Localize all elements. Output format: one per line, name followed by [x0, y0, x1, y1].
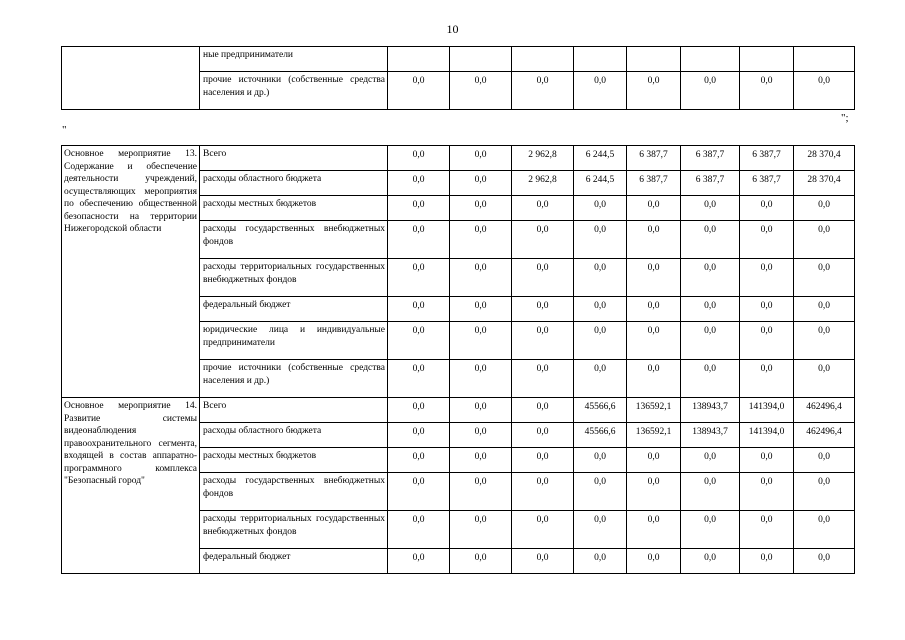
value-cell: 0,0 — [794, 360, 855, 398]
value-cell: 0,0 — [574, 259, 627, 297]
row-label: юридические лица и индивидуальные предприниматели — [200, 322, 388, 360]
value-cell: 0,0 — [450, 473, 512, 511]
value-cell — [388, 47, 450, 72]
value-cell: 0,0 — [388, 259, 450, 297]
value-cell: 136592,1 — [627, 423, 681, 448]
row-label: расходы местных бюджетов — [200, 196, 388, 221]
row-label: расходы местных бюджетов — [200, 448, 388, 473]
value-cell: 462496,4 — [794, 423, 855, 448]
value-cell: 0,0 — [681, 473, 740, 511]
value-cell: 45566,6 — [574, 398, 627, 423]
value-cell: 0,0 — [574, 297, 627, 322]
value-cell: 0,0 — [388, 72, 450, 110]
value-cell: 0,0 — [740, 221, 794, 259]
value-cell: 0,0 — [681, 259, 740, 297]
value-cell: 2 962,8 — [512, 171, 574, 196]
value-cell: 0,0 — [681, 448, 740, 473]
value-cell: 0,0 — [627, 511, 681, 549]
value-cell: 6 387,7 — [740, 171, 794, 196]
page-number: 10 — [446, 22, 459, 36]
value-cell: 0,0 — [512, 448, 574, 473]
value-cell: 0,0 — [388, 448, 450, 473]
value-cell: 0,0 — [450, 196, 512, 221]
value-cell: 0,0 — [388, 221, 450, 259]
value-cell — [450, 47, 512, 72]
value-cell: 141394,0 — [740, 398, 794, 423]
value-cell: 6 387,7 — [740, 146, 794, 171]
value-cell: 0,0 — [512, 221, 574, 259]
value-cell: 0,0 — [512, 511, 574, 549]
value-cell: 0,0 — [627, 221, 681, 259]
value-cell: 0,0 — [740, 322, 794, 360]
value-cell: 0,0 — [512, 549, 574, 574]
value-cell: 0,0 — [794, 473, 855, 511]
value-cell: 0,0 — [740, 448, 794, 473]
value-cell: 0,0 — [794, 322, 855, 360]
value-cell: 0,0 — [388, 423, 450, 448]
row-label: Всего — [200, 398, 388, 423]
value-cell: 0,0 — [388, 398, 450, 423]
value-cell: 0,0 — [512, 196, 574, 221]
value-cell: 0,0 — [450, 259, 512, 297]
value-cell: 0,0 — [740, 473, 794, 511]
value-cell: 0,0 — [450, 423, 512, 448]
value-cell: 0,0 — [740, 196, 794, 221]
value-cell: 0,0 — [450, 72, 512, 110]
row-label: федеральный бюджет — [200, 549, 388, 574]
value-cell — [627, 47, 681, 72]
value-cell: 138943,7 — [681, 398, 740, 423]
value-cell: 0,0 — [450, 549, 512, 574]
value-cell: 0,0 — [388, 322, 450, 360]
value-cell: 6 387,7 — [681, 146, 740, 171]
value-cell: 0,0 — [450, 511, 512, 549]
value-cell: 136592,1 — [627, 398, 681, 423]
value-cell: 0,0 — [450, 360, 512, 398]
value-cell: 0,0 — [794, 259, 855, 297]
value-cell: 0,0 — [794, 72, 855, 110]
value-cell: 0,0 — [681, 360, 740, 398]
row-label: прочие источники (собственные средства населения и др.) — [200, 360, 388, 398]
budget-table-main — [61, 145, 855, 574]
value-cell: 0,0 — [388, 297, 450, 322]
value-cell: 6 244,5 — [574, 171, 627, 196]
value-cell: 6 387,7 — [627, 171, 681, 196]
row-label: Всего — [200, 146, 388, 171]
value-cell: 0,0 — [450, 221, 512, 259]
value-cell: 0,0 — [627, 322, 681, 360]
value-cell: 0,0 — [627, 549, 681, 574]
value-cell: 0,0 — [388, 473, 450, 511]
value-cell: 0,0 — [681, 549, 740, 574]
table-row — [62, 146, 855, 171]
row-label: расходы областного бюджета — [200, 171, 388, 196]
value-cell: 28 370,4 — [794, 171, 855, 196]
value-cell: 0,0 — [794, 297, 855, 322]
value-cell: 6 387,7 — [681, 171, 740, 196]
value-cell: 0,0 — [740, 549, 794, 574]
value-cell: 141394,0 — [740, 423, 794, 448]
value-cell: 0,0 — [388, 196, 450, 221]
value-cell: 0,0 — [740, 360, 794, 398]
value-cell: 0,0 — [574, 473, 627, 511]
activity-cell-empty — [62, 47, 200, 110]
table-row — [62, 398, 855, 423]
value-cell: 0,0 — [794, 448, 855, 473]
activity-title: Основное мероприятие 13. Содержание и обеспечение деятельности учреждений, осуществляющих мероприятия по обеспечению общественной безопасности на территории Нижегородской области — [62, 146, 200, 398]
value-cell: 0,0 — [681, 221, 740, 259]
budget-table-continuation — [61, 46, 855, 110]
value-cell: 0,0 — [450, 448, 512, 473]
value-cell: 0,0 — [627, 72, 681, 110]
value-cell: 0,0 — [512, 423, 574, 448]
value-cell: 0,0 — [794, 221, 855, 259]
value-cell — [512, 47, 574, 72]
value-cell: 0,0 — [574, 196, 627, 221]
value-cell: 0,0 — [627, 448, 681, 473]
value-cell: 0,0 — [512, 322, 574, 360]
value-cell: 0,0 — [740, 511, 794, 549]
value-cell: 45566,6 — [574, 423, 627, 448]
value-cell: 0,0 — [794, 511, 855, 549]
value-cell: 0,0 — [512, 398, 574, 423]
value-cell: 0,0 — [450, 398, 512, 423]
value-cell: 462496,4 — [794, 398, 855, 423]
value-cell: 0,0 — [512, 72, 574, 110]
opening-quote: " — [62, 124, 67, 136]
value-cell: 0,0 — [794, 196, 855, 221]
value-cell: 0,0 — [574, 221, 627, 259]
value-cell: 0,0 — [512, 297, 574, 322]
value-cell — [740, 47, 794, 72]
value-cell: 0,0 — [388, 549, 450, 574]
value-cell: 0,0 — [388, 511, 450, 549]
row-label: расходы территориальных государственных внебюджетных фондов — [200, 511, 388, 549]
value-cell: 0,0 — [740, 72, 794, 110]
value-cell: 0,0 — [740, 259, 794, 297]
value-cell: 0,0 — [681, 322, 740, 360]
value-cell — [574, 47, 627, 72]
value-cell: 0,0 — [512, 360, 574, 398]
value-cell: 0,0 — [681, 196, 740, 221]
value-cell: 0,0 — [388, 146, 450, 171]
value-cell: 0,0 — [388, 171, 450, 196]
value-cell: 0,0 — [574, 72, 627, 110]
value-cell: 0,0 — [627, 473, 681, 511]
value-cell — [794, 47, 855, 72]
value-cell: 0,0 — [574, 511, 627, 549]
value-cell: 0,0 — [450, 322, 512, 360]
value-cell: 0,0 — [794, 549, 855, 574]
row-label: прочие источники (собственные средства населения и др.) — [200, 72, 388, 110]
value-cell: 28 370,4 — [794, 146, 855, 171]
value-cell: 0,0 — [627, 360, 681, 398]
value-cell: 0,0 — [512, 473, 574, 511]
value-cell: 0,0 — [450, 171, 512, 196]
row-label: расходы государственных внебюджетных фондов — [200, 221, 388, 259]
value-cell: 0,0 — [740, 297, 794, 322]
value-cell: 2 962,8 — [512, 146, 574, 171]
value-cell: 0,0 — [574, 322, 627, 360]
value-cell: 138943,7 — [681, 423, 740, 448]
value-cell: 0,0 — [574, 360, 627, 398]
activity-title: Основное мероприятие 14. Развитие системы видеонаблюдения правоохранительного сегмента, входящей в состав аппаратно-программного комплекса "Безопасный город" — [62, 398, 200, 574]
value-cell: 0,0 — [388, 360, 450, 398]
value-cell: 0,0 — [627, 259, 681, 297]
value-cell: 0,0 — [512, 259, 574, 297]
value-cell: 6 387,7 — [627, 146, 681, 171]
row-label: расходы территориальных государственных внебюджетных фондов — [200, 259, 388, 297]
value-cell: 0,0 — [627, 297, 681, 322]
value-cell: 0,0 — [681, 72, 740, 110]
value-cell: 0,0 — [681, 297, 740, 322]
value-cell: 6 244,5 — [574, 146, 627, 171]
value-cell: 0,0 — [574, 549, 627, 574]
row-label: федеральный бюджет — [200, 297, 388, 322]
table-row — [62, 47, 855, 72]
value-cell — [681, 47, 740, 72]
value-cell: 0,0 — [627, 196, 681, 221]
value-cell: 0,0 — [681, 511, 740, 549]
row-label: расходы государственных внебюджетных фондов — [200, 473, 388, 511]
row-label: ные предприниматели — [200, 47, 388, 72]
row-label: расходы областного бюджета — [200, 423, 388, 448]
value-cell: 0,0 — [450, 146, 512, 171]
closing-quote: "; — [841, 112, 849, 124]
value-cell: 0,0 — [574, 448, 627, 473]
value-cell: 0,0 — [450, 297, 512, 322]
